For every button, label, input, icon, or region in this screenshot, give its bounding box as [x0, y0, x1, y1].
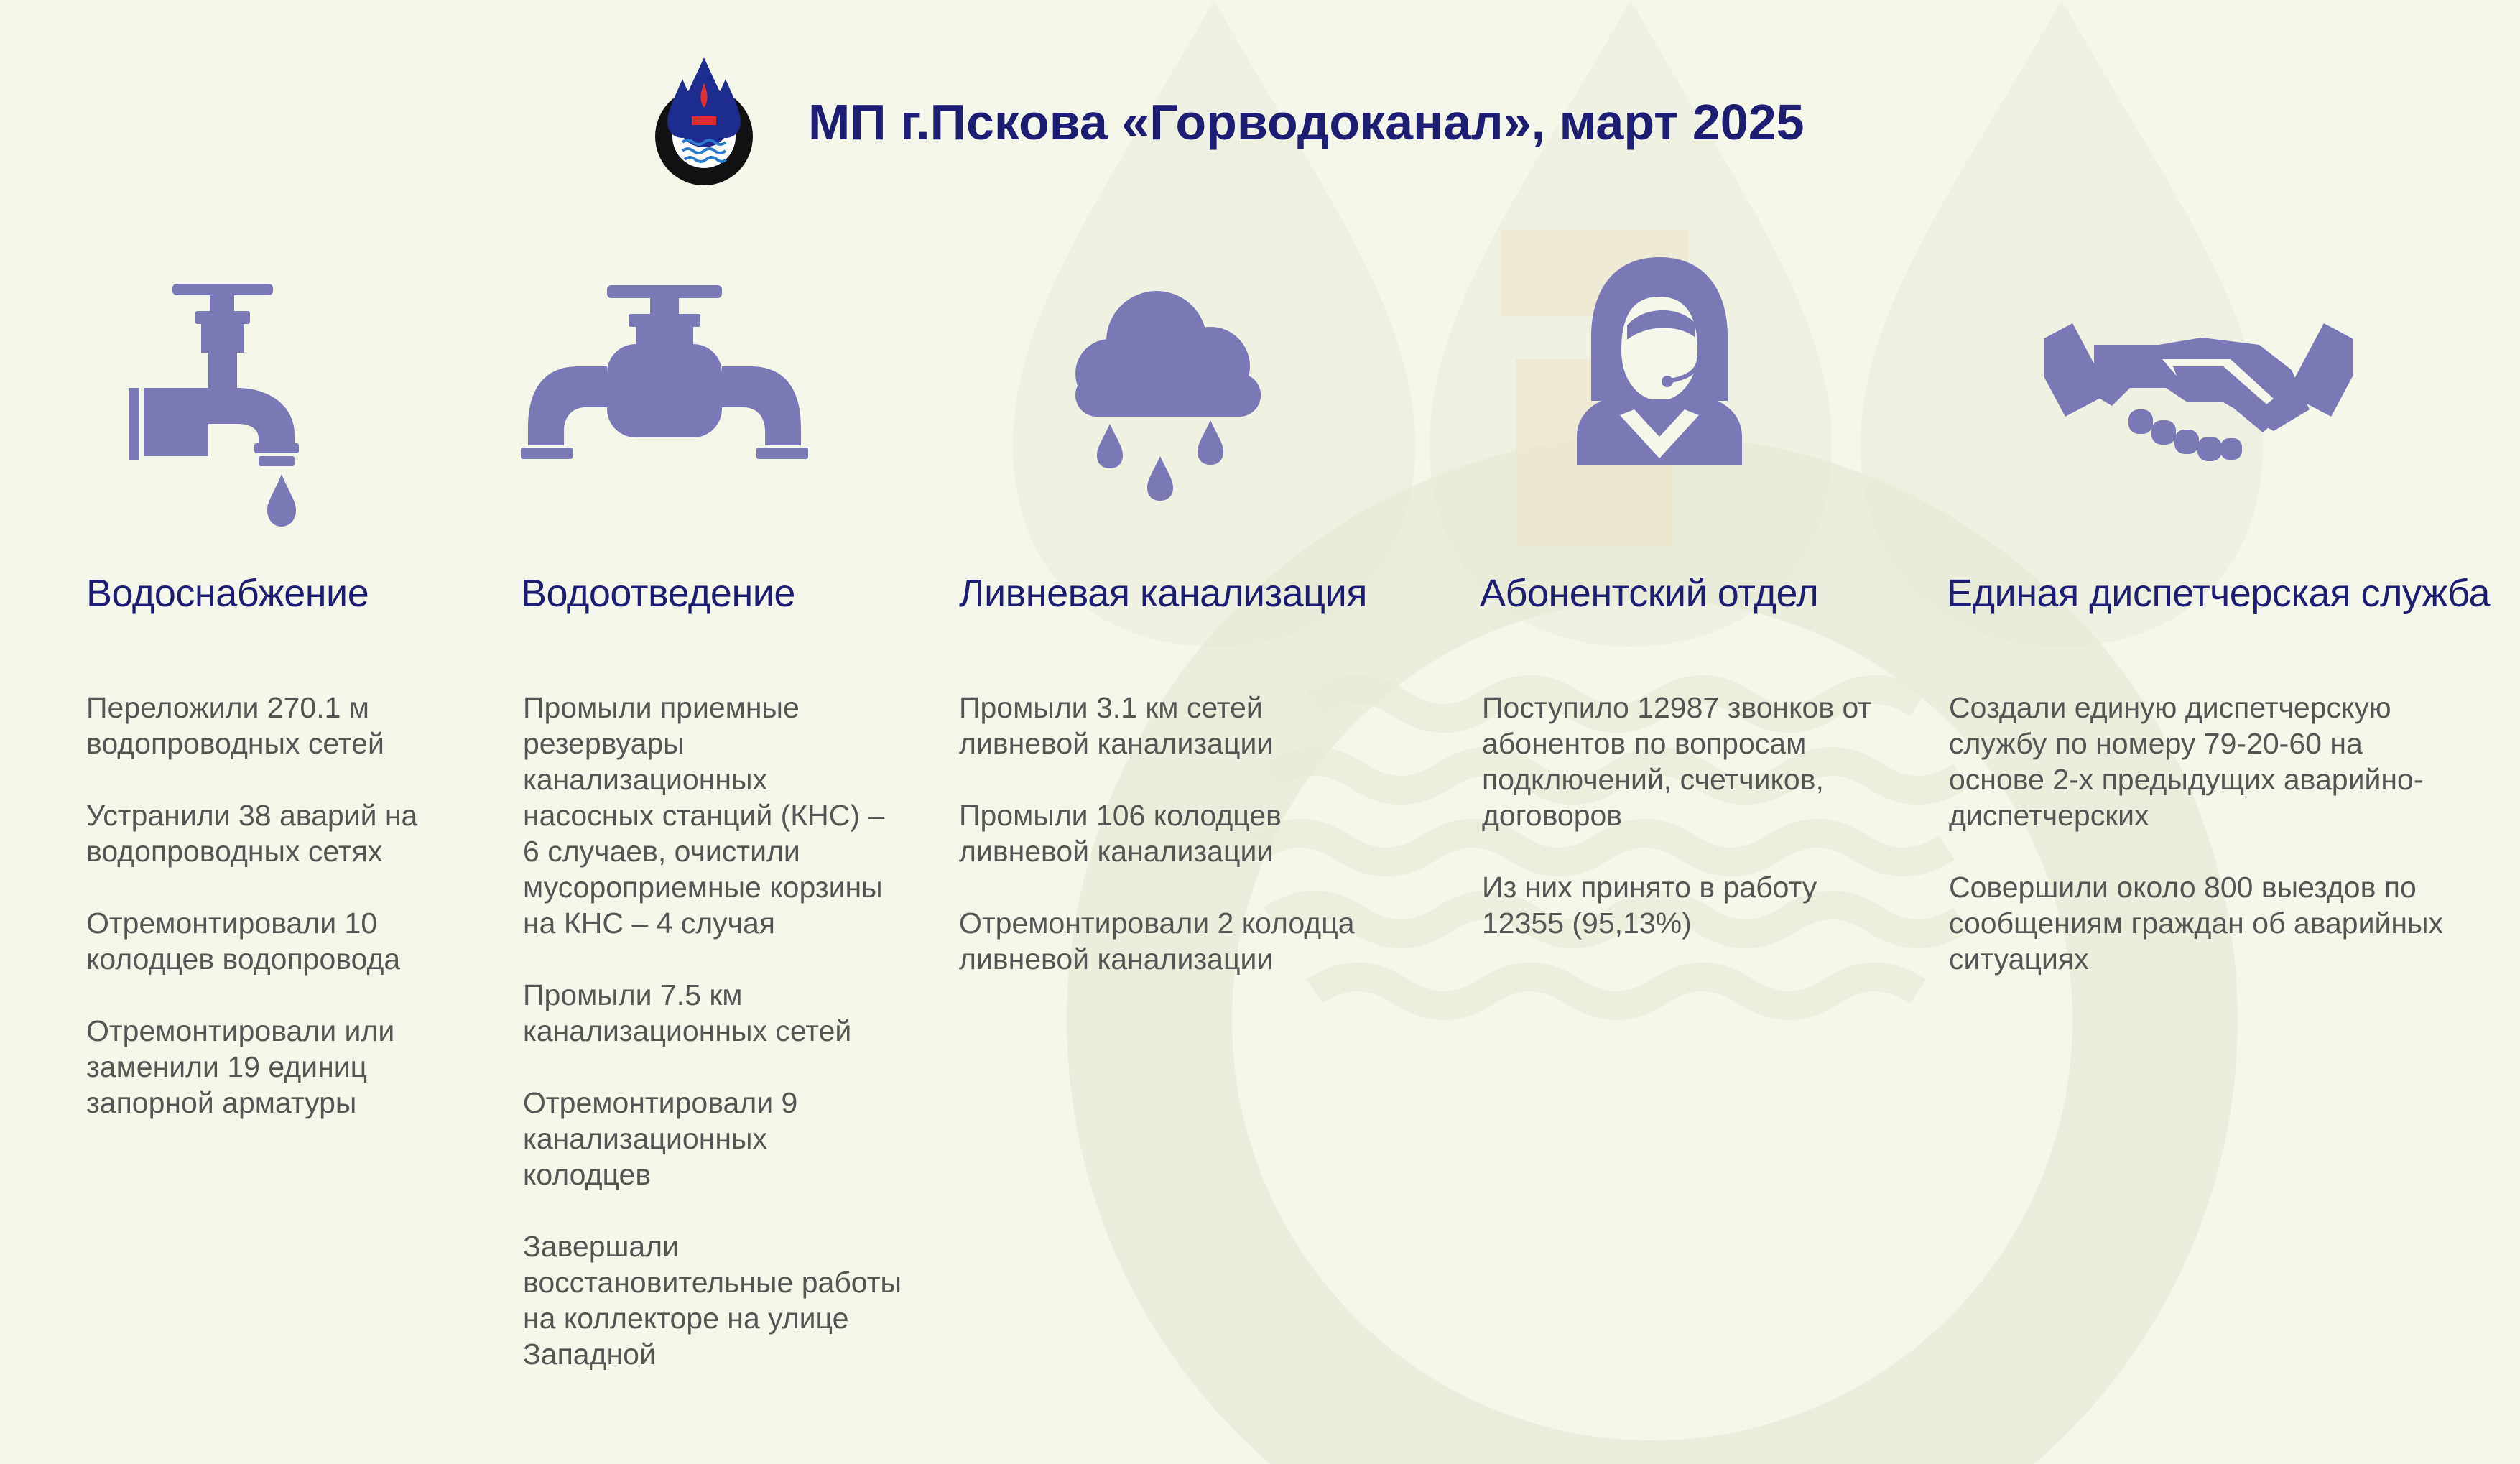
section-water-supply: [86, 0, 445, 1464]
list-item: Промыли 106 колодцев ливневой канализации: [959, 799, 1282, 868]
pipe-valve-icon: [521, 284, 808, 463]
section-items: [1949, 690, 2464, 1013]
section-title: Единая диспетчерская служба: [1947, 572, 2491, 615]
section-items: [1482, 690, 1882, 977]
list-item: Отремонтировали 2 колодца ливневой канализации: [959, 907, 1355, 976]
list-item: Промыли приемные резервуары канализационных насосных станций (КНС) – 6 случаев, очистили мусороприемные корзины на КНС – 4 случая: [523, 691, 885, 940]
section-title: Водоотведение: [521, 572, 795, 615]
section-title: Абонентский отдел: [1480, 572, 1819, 615]
list-item: Переложили 270.1 м водопроводных сетей: [86, 691, 384, 760]
section-dispatch-service: [1947, 0, 2491, 1464]
section-drainage: [521, 0, 902, 1464]
section-items: [959, 690, 1361, 1013]
page-title: МП г.Пскова «Горводоканал», март 2025: [808, 94, 1805, 150]
list-item: Промыли 7.5 км канализационных сетей: [523, 978, 852, 1047]
section-items: [86, 690, 445, 1157]
water-tap-drop-icon: [129, 284, 316, 528]
section-subscriber-department: [1480, 0, 1882, 1464]
list-item: Отремонтировали 10 колодцев водопровода: [86, 907, 401, 976]
section-title: Водоснабжение: [86, 572, 369, 615]
operator-headset-icon: [1577, 257, 1742, 465]
rain-cloud-icon: [1067, 280, 1268, 510]
list-item: Отремонтировали или заменили 19 единиц запорной арматуры: [86, 1014, 395, 1119]
list-item: Завершали восстановительные работы на коллекторе на улице Западной: [523, 1230, 902, 1371]
list-item: Из них принято в работу 12355 (95,13%): [1482, 871, 1817, 940]
list-item: Поступило 12987 звонков от абонентов по вопросам подключений, счетчиков, договоров: [1482, 691, 1872, 832]
section-title: Ливневая канализация: [959, 572, 1367, 615]
list-item: Совершили около 800 выездов по сообщениям граждан об аварийных ситуациях: [1949, 871, 2444, 976]
section-items: [523, 690, 902, 1408]
list-item: Создали единую диспетчерскую службу по номеру 79-20-60 на основе 2-х предыдущих аварийно-диспетчерских: [1949, 691, 2424, 832]
list-item: Устранили 38 аварий на водопроводных сетях: [86, 799, 418, 868]
list-item: Промыли 3.1 км сетей ливневой канализации: [959, 691, 1274, 760]
section-storm-sewer: [959, 0, 1367, 1464]
handshake-icon: [2044, 316, 2353, 467]
list-item: Отремонтировали 9 канализационных колодцев: [523, 1086, 798, 1191]
